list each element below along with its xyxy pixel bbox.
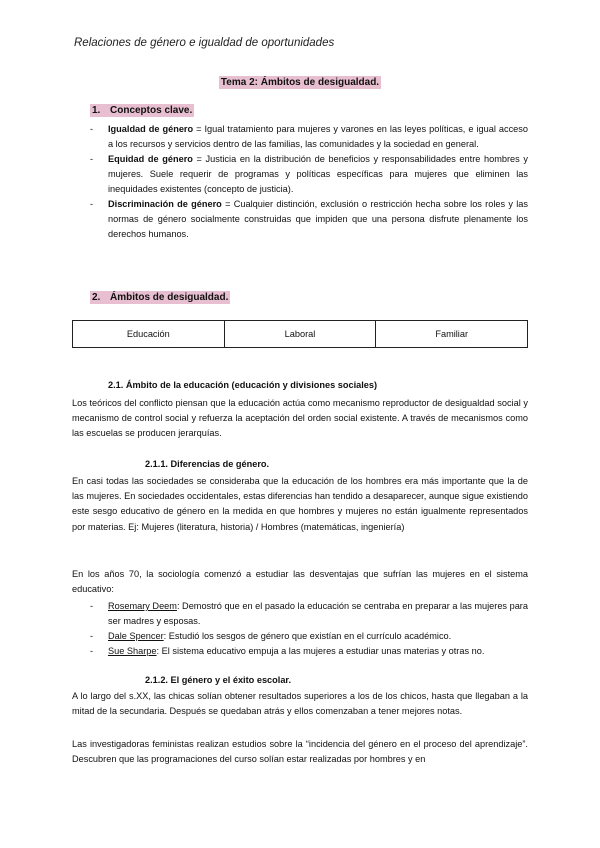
definition: = Igual tratamiento para mujeres y varones en las leyes políticas, e igual acceso a los recursos y servicios dentro de las familias, las comunidades y la sociedad en general. [108,124,528,149]
areas-table [72,320,528,348]
paragraph: Las investigadoras feministas realizan estudios sobre la “incidencia del género en el proceso del aprendizaje”. Descubren que las programaciones del curso solían estar realizadas por hombres y en [72,739,528,765]
list-item: - Discriminación de género = Cualquier distinción, exclusión o restricción hecha sobre los roles y las normas de género socialmente construidas que impiden que una persona disfrute plenamente los derechos humanos. [90,199,528,239]
author-text: : Estudió los sesgos de género que existían en el currículo académico. [163,631,452,641]
definition: = Cualquier distinción, exclusión o restricción hecha sobre los roles y las normas de género socialmente construidas que impiden que una persona disfrute plenamente los derechos humanos. [108,199,528,239]
subsection-2-1-1-title: 2.1.1. Diferencias de género. [145,459,270,469]
author-text: : El sistema educativo empuja a las mujeres a estudiar unas materias y otras no. [156,646,485,656]
subsection-2-1-title: 2.1. Ámbito de la educación (educación y divisiones sociales) [108,380,378,390]
list-item: - Igualdad de género = Igual tratamiento para mujeres y varones en las leyes políticas, e igual acceso a los recursos y servicios dentro de las familias, las comunidades y la sociedad en general. [90,124,528,149]
paragraph: Los teóricos del conflicto piensan que la educación actúa como mecanismo reproductor de desigualdad social y mecanismo de control social y refuerza la aceptación del orden social existente. A través de mecanismos como las escuelas se producen jerarquías. [72,398,528,439]
author-name: Sue Sharpe [108,646,157,656]
running-header: Relaciones de género e igualdad de oportunidades [74,37,335,49]
section-2-title: Ámbitos de desigualdad. [110,292,229,303]
section-1-title: Conceptos clave. [110,105,193,116]
section-1-heading [90,105,194,116]
definition: = Justicia en la distribución de beneficios y responsabilidades entre hombres y mujeres. Suele requerir de programas y políticas específicas para mujeres que eliminen las inequidades existentes (concepto de justicia). [108,154,528,194]
term: Igualdad de género [108,124,194,134]
author-name: Dale Spencer [108,631,164,641]
author-name: Rosemary Deem [108,601,177,611]
term: Equidad de género [108,154,193,164]
table-cell: Educación [73,321,225,347]
table-cell: Laboral [225,321,377,347]
title-highlight: Tema 2: Ámbitos de desigualdad. [220,77,380,88]
section-2-heading [90,292,230,303]
subsection-2-1-2-title: 2.1.2. El género y el éxito escolar. [145,675,292,685]
authors-list [90,599,528,659]
paragraph: En casi todas las sociedades se consideraba que la educación de los hombres era más importante que la de las mujeres. En sociedades occidentales, estas diferencias han tendido a desaparecer, aunque sigue existiendo este sesgo educativo de género en la medida en que hombres y mujeres no están igualmente representados por materias. Ej: Mujeres (literatura, historia) / Hombres (matemáticas, ingeniería) [72,476,528,532]
author-text: : Demostró que en el pasado la educación se centraba en preparar a las mujeres para ser madres y esposas. [108,601,528,626]
list-item: - Rosemary Deem: Demostró que en el pasado la educación se centraba en preparar a las mujeres para ser madres y esposas. [90,601,528,626]
concepts-list [90,122,528,242]
list-item: - Equidad de género = Justicia en la distribución de beneficios y responsabilidades entre hombres y mujeres. Suele requerir de programas y políticas específicas para mujeres que eliminen las inequidades existentes (concepto de justicia). [90,154,528,194]
term: Discriminación de género [108,199,222,209]
document-title [0,77,600,88]
paragraph: En los años 70, la sociología comenzó a estudiar las desventajas que sufrían las mujeres en el sistema educativo: [72,569,528,595]
table-cell: Familiar [435,329,469,339]
paragraph: A lo largo del s.XX, las chicas solían obtener resultados superiores a los de los chicos, hasta que llegaban a la mitad de la secundaria. Después se quedaban atrás y ellos comenzaban a tener mejores notas. [72,691,528,717]
list-item: - Dale Spencer: Estudió los sesgos de género que existían en el currículo académico. [90,631,452,641]
list-item: - Sue Sharpe: El sistema educativo empuja a las mujeres a estudiar unas materias y otras no. [90,646,485,656]
section-2-number: 2. [92,292,101,303]
section-1-number: 1. [92,105,101,116]
